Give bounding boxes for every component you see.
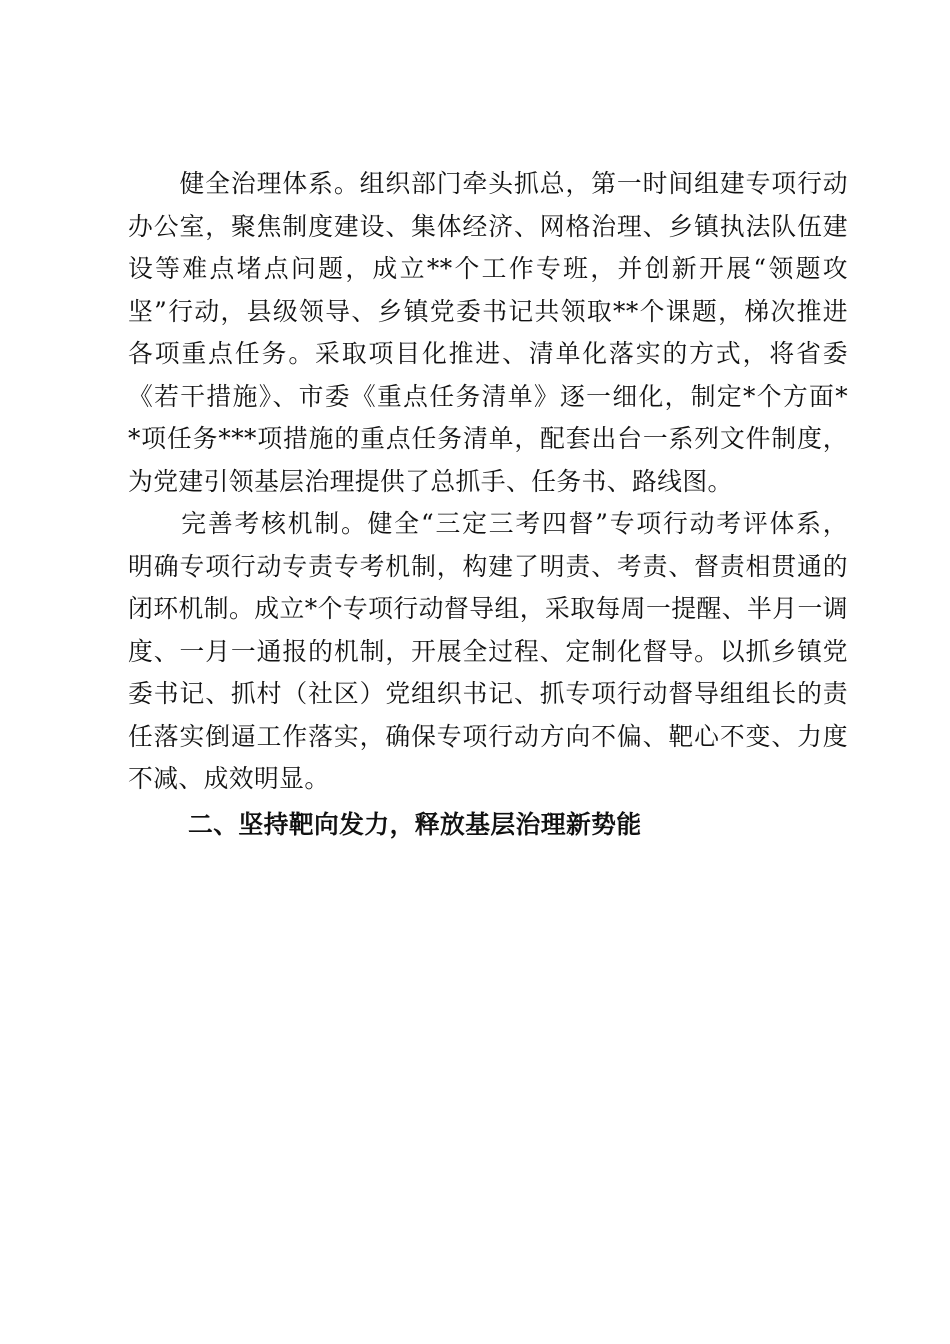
section-heading: 二、坚持靶向发力，释放基层治理新势能 [188,809,642,839]
text-line: 度、一月一通报的机制，开展全过程、定制化督导。以抓乡镇党 [128,636,848,666]
text-line: 各项重点任务。采取项目化推进、清单化落实的方式，将省委 [128,339,848,368]
text-line: 不减、成效明显。 [128,764,330,793]
text-line: 办公室，聚焦制度建设、集体经济、网格治理、乡镇执法队伍建 [128,211,848,241]
paragraph-assessment-mechanism [128,503,848,801]
text-line: 任落实倒逼工作落实，确保专项行动方向不偏、靶心不变、力度 [128,721,848,751]
text-line: 明确专项行动专责专考机制，构建了明责、考责、督责相贯通的 [128,551,848,581]
text-line: 完善考核机制。健全“三定三考四督”专项行动考评体系， [128,509,848,538]
text-line: 坚”行动，县级领导、乡镇党委书记共领取**个课题，梯次推进 [128,296,848,326]
paragraph-governance-system [128,163,848,503]
text-line: 委书记、抓村（社区）党组织书记、抓专项行动督导组组长的责 [128,679,848,708]
text-line: 闭环机制。成立*个专项行动督导组，采取每周一提醒、半月一调 [128,594,848,623]
text-line: *项任务***项措施的重点任务清单，配套出台一系列文件制度， [128,424,848,453]
text-line: 《若干措施》、市委《重点任务清单》逐一细化，制定*个方面* [128,381,848,411]
text-line: 健全治理体系。组织部门牵头抓总，第一时间组建专项行动 [128,169,848,198]
text-line: 设等难点堵点问题，成立**个工作专班，并创新开展“领题攻 [128,254,848,283]
text-line: 为党建引领基层治理提供了总抓手、任务书、路线图。 [128,466,733,496]
document-body [128,163,848,847]
